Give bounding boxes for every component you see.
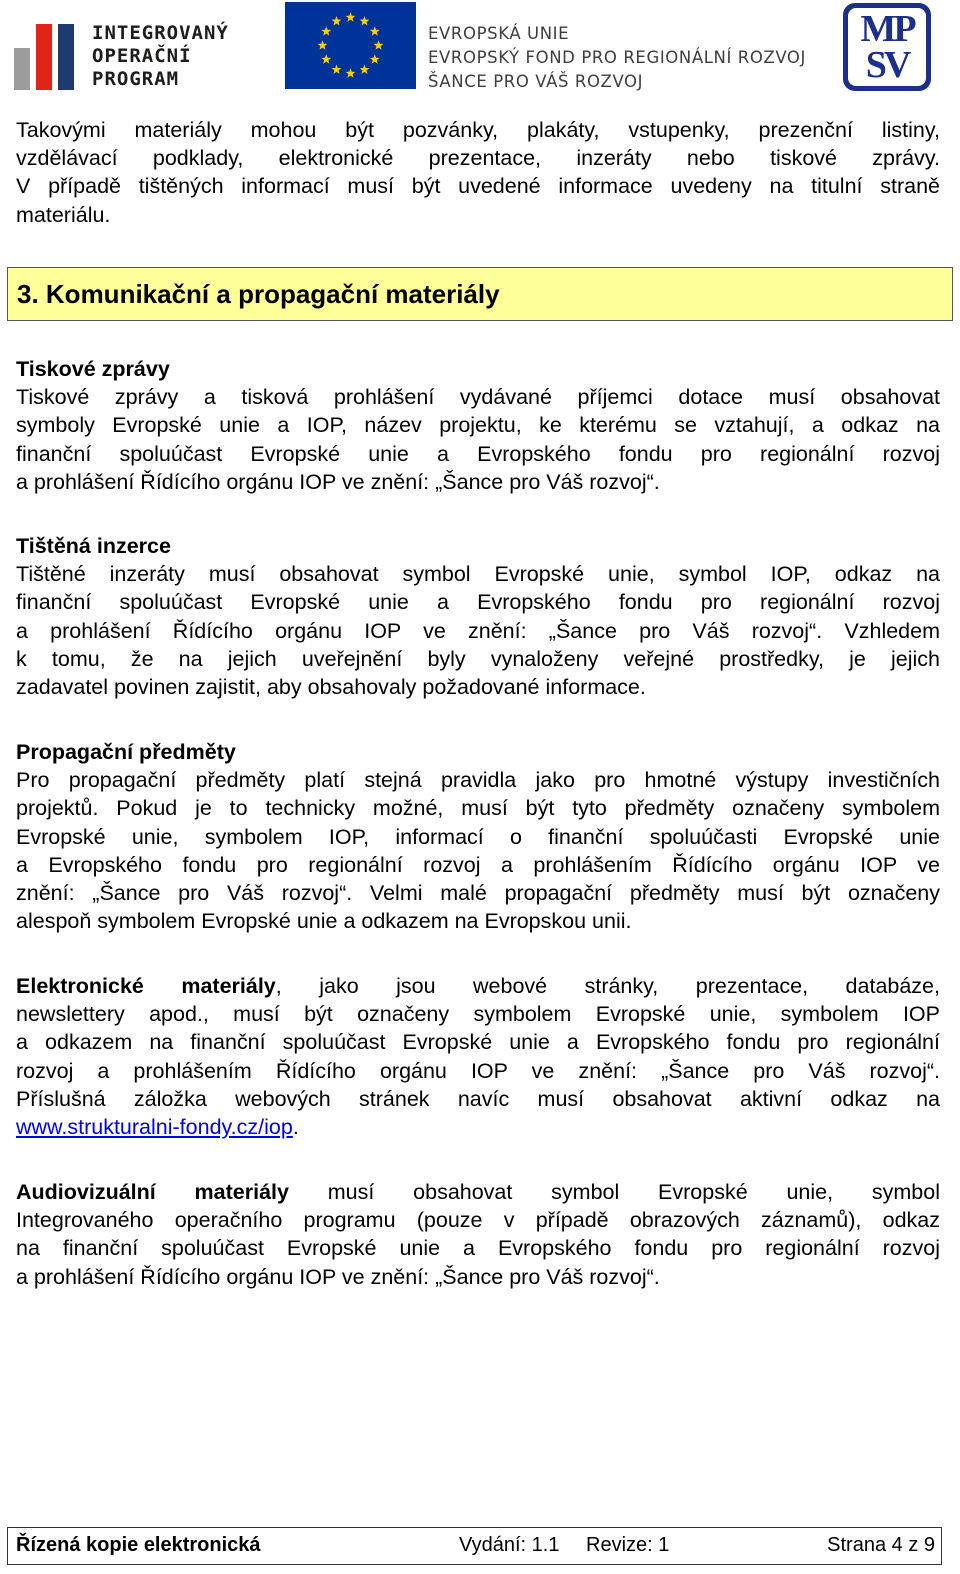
electronic-materials-lead: Elektronické materiály	[16, 974, 276, 998]
eu-star-icon	[321, 26, 331, 35]
press-release-heading: Tiskové zprávy	[16, 357, 170, 381]
eu-star-icon	[360, 16, 370, 25]
eu-logo-line: EVROPSKÁ UNIE	[428, 24, 570, 43]
text-line: V případě tištěných informací musí být uvedené informace uvedeny na titulní straně	[16, 174, 940, 199]
mpsv-logo-line: SV	[865, 44, 909, 86]
eu-stars-icon	[285, 2, 416, 89]
eu-logo-text	[428, 22, 828, 94]
version-label: Vydání: 1.1	[459, 1534, 560, 1556]
eu-star-icon	[360, 65, 370, 74]
text-fragment: musí obsahovat symbol Evropské unie, symbol	[288, 1180, 940, 1204]
iop-logo-line: INTEGROVANÝ	[92, 22, 229, 44]
text-line: Integrovaného operačního programu (pouze v případě obrazových záznamů), odkaz	[16, 1208, 940, 1233]
text-line: Takovými materiály mohou být pozvánky, plakáty, vstupenky, prezenční listiny,	[16, 118, 940, 142]
text-line: projektů. Pokud je to technicky možné, musí být tyto předměty označeny symbolem	[16, 796, 940, 821]
promo-items-section	[16, 738, 940, 935]
text-line: alespoň symbolem Evropské unie a odkazem na Evropskou unii.	[16, 909, 632, 934]
page-footer	[7, 1527, 942, 1565]
text-line: symboly Evropské unie a IOP, název projektu, ke kterému se vztahují, a odkaz na	[16, 413, 940, 438]
eu-star-icon	[318, 40, 328, 49]
text-line: a prohlášení Řídícího orgánu IOP ve znění: „Šance pro Váš rozvoj“.	[16, 469, 660, 494]
text-line: rozvoj a prohlášením Řídícího orgánu IOP ve znění: „Šance pro Váš rozvoj“.	[16, 1058, 940, 1083]
page-number: Strana 4 z 9	[827, 1534, 935, 1556]
eu-star-icon	[332, 65, 342, 74]
text-line: Tištěné inzeráty musí obsahovat symbol Evropské unie, symbol IOP, odkaz na	[16, 562, 940, 587]
text-line: zadavatel povinen zajistit, aby obsahovaly požadované informace.	[16, 674, 646, 699]
iop-logo-bar-grey	[14, 48, 30, 90]
eu-flag-icon	[285, 2, 416, 89]
eu-star-icon	[321, 54, 331, 63]
text-line: finanční spoluúčast Evropské unie a Evropského fondu pro regionální rozvoj	[16, 441, 940, 466]
electronic-materials-section	[16, 972, 940, 1141]
text-line: a prohlášení Řídícího orgánu IOP ve znění: „Šance pro Váš rozvoj“. Vzhledem	[16, 618, 940, 643]
audiovisual-materials-lead: Audiovizuální materiály	[16, 1180, 289, 1204]
print-ads-heading: Tištěná inzerce	[16, 534, 171, 558]
text-line: na finanční spoluúčast Evropské unie a Evropského fondu pro regionální rozvoj	[16, 1236, 940, 1261]
eu-star-icon	[370, 54, 380, 63]
text-line: Tiskové zprávy a tisková prohlášení vydávané příjemci dotace musí obsahovat	[16, 385, 940, 410]
text-line	[16, 1178, 940, 1206]
iop-logo-bar-red	[36, 24, 52, 90]
eu-logo-line: ŠANCE PRO VÁŠ ROZVOJ	[428, 72, 644, 91]
mpsv-logo-inner	[848, 8, 926, 86]
text-line: k tomu, že na jejich uveřejnění byly vynaloženy veřejné prostředky, je jejich	[16, 646, 940, 671]
iop-logo-text	[92, 22, 262, 91]
header-logo-bar	[0, 0, 960, 96]
eu-star-icon	[346, 68, 356, 77]
text-line: a odkazem na finanční spoluúčast Evropské unie a Evropského fondu pro regionální	[16, 1030, 940, 1055]
text-fragment: .	[292, 1114, 299, 1139]
press-release-section	[16, 355, 940, 496]
print-ads-section	[16, 532, 940, 701]
text-line	[16, 972, 940, 1000]
section-title: 3. Komunikační a propagační materiály	[17, 279, 500, 309]
section-heading-box	[7, 267, 953, 321]
text-line: vzdělávací podklady, elektronické prezentace, inzeráty nebo tiskové zprávy.	[16, 146, 940, 171]
iop-logo-line: PROGRAM	[92, 68, 180, 90]
eu-star-icon	[370, 26, 380, 35]
promo-items-heading: Propagační předměty	[16, 740, 236, 764]
text-line: newslettery apod., musí být označeny symbolem Evropské unie, symbolem IOP	[16, 1002, 940, 1027]
text-line: a Evropského fondu pro regionální rozvoj a prohlášením Řídícího orgánu IOP ve	[16, 852, 940, 877]
iop-logo	[14, 2, 259, 92]
eu-star-icon	[332, 16, 342, 25]
mpsv-logo	[843, 3, 931, 91]
iop-logo-line: OPERAČNÍ	[92, 45, 192, 67]
text-line: Pro propagační předměty platí stejná pravidla jako pro hmotné výstupy investičních	[16, 768, 940, 793]
text-line: Evropské unie, symbolem IOP, informací o finanční spoluúčasti Evropské unie	[16, 824, 940, 849]
controlled-copy-label: Řízená kopie elektronická	[16, 1534, 261, 1556]
text-line: znění: „Šance pro Váš rozvoj“. Velmi malé propagační předměty musí být označeny	[16, 880, 940, 905]
iop-logo-bar-navy	[58, 24, 74, 90]
iop-logo-bars	[14, 24, 88, 90]
text-line: materiálu.	[16, 202, 111, 227]
audiovisual-materials-section	[16, 1178, 940, 1291]
text-line: finanční spoluúčast Evropské unie a Evropského fondu pro regionální rozvoj	[16, 590, 940, 615]
text-fragment: , jako jsou webové stránky, prezentace, databáze,	[275, 974, 940, 998]
structural-funds-link[interactable]: www.strukturalni-fondy.cz/iop	[16, 1114, 293, 1139]
eu-logo-line: EVROPSKÝ FOND PRO REGIONÁLNÍ ROZVOJ	[428, 48, 806, 67]
intro-paragraph	[16, 116, 940, 229]
revision-label: Revize: 1	[586, 1534, 670, 1556]
text-line: a prohlášení Řídícího orgánu IOP ve znění: „Šance pro Váš rozvoj“.	[16, 1264, 660, 1289]
eu-star-icon	[346, 12, 356, 21]
text-line: Příslušná záložka webových stránek navíc musí obsahovat aktivní odkaz na	[16, 1086, 940, 1111]
text-line	[16, 1113, 940, 1141]
mpsv-logo-line: MP	[860, 8, 914, 50]
eu-star-icon	[374, 40, 384, 49]
